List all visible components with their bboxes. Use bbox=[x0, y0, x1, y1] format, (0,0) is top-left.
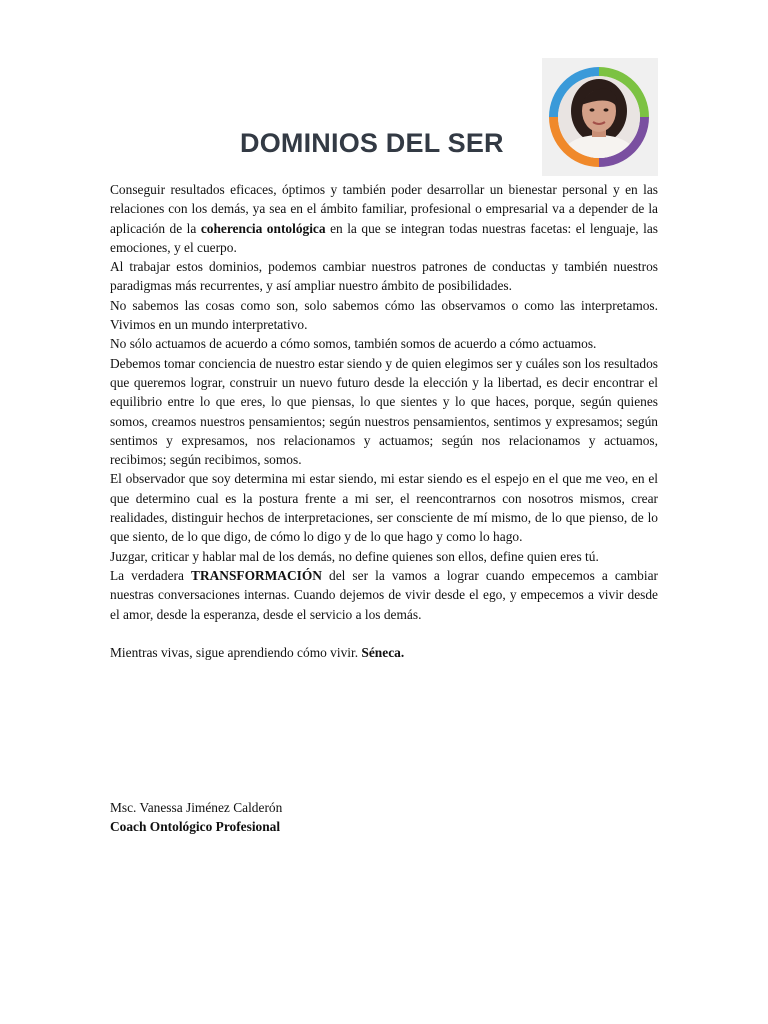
paragraph-1-bold: coherencia ontológica bbox=[200, 220, 326, 236]
paragraph-3: No sabemos las cosas como son, solo sabemos cómo las observamos o como las interpretamos. Vivimos en un mundo interpretativo. bbox=[110, 297, 658, 333]
quote-text: Mientras vivas, sigue aprendiendo cómo vivir. bbox=[110, 644, 362, 660]
paragraph-5: Debemos tomar conciencia de nuestro estar siendo y de quien elegimos ser y cuáles son los resultados que queremos lograr, construir un nuevo futuro desde la elección y la libertad, es decir encontrar el equilibrio entre lo que eres, lo que piensas, lo que sientes y lo que haces, porque, según quienes somos, creamos nuestros pensamientos; según nuestros pensamientos, sentimos y expresamos; según sentimos y expresamos, nos relacionamos y actuamos; según nos relacionamos y actuamos, recibimos; según recibimos, somos. bbox=[110, 355, 658, 468]
paragraph-1 bbox=[110, 180, 658, 257]
paragraph-8-text: La verdadera bbox=[110, 567, 192, 583]
paragraph-2: Al trabajar estos dominios, podemos cambiar nuestros patrones de conductas y también nuestros paradigmas más recurrentes, y así ampliar nuestro ámbito de posibilidades. bbox=[110, 259, 658, 294]
paragraph-8-text-end: del ser la vamos a lograr cuando empecemos a cambiar nuestras conversaciones internas. Cuando dejemos de vivir desde el ego, y empecemos a vivir desde el amor, desde la esperanza, desde el servicio a los demás. bbox=[110, 567, 658, 622]
author-photo bbox=[542, 58, 658, 176]
signature-role: Coach Ontológico Profesional bbox=[110, 819, 281, 834]
page-title: DOMINIOS DEL SER bbox=[240, 128, 504, 158]
signature-name: Msc. Vanessa Jiménez Calderón bbox=[110, 800, 283, 815]
paragraph-4: No sólo actuamos de acuerdo a cómo somos, también somos de acuerdo a cómo actuamos. bbox=[110, 336, 597, 352]
paragraph-6: El observador que soy determina mi estar siendo, mi estar siendo es el espejo en el que me veo, en el que determino cual es la postura frente a mi ser, el reencontrarnos con nosotros mismos, crear realidades, distinguir hechos de interpretaciones, ser consciente de mí mismo, de lo que pienso, de lo que siento, de lo que digo, de cómo lo digo y de lo que hago y como lo hago. bbox=[110, 471, 658, 545]
document-body bbox=[110, 180, 658, 662]
paragraph-1-text: Conseguir resultados eficaces, óptimos y también poder desarrollar un bienestar personal y en las relaciones con los demás, ya sea en el ámbito familiar, profesional o empresarial va a depender de la aplicación de la bbox=[110, 182, 658, 236]
paragraph-8-bold: TRANSFORMACIÓN bbox=[191, 567, 322, 583]
paragraph-1-text-end: en la que se integran todas nuestras facetas: el lenguaje, las emociones, y el cuerpo. bbox=[110, 220, 658, 255]
paragraph-7: Juzgar, criticar y hablar mal de los demás, no define quienes son ellos, define quien eres tú. bbox=[110, 548, 599, 564]
quote-author: Séneca. bbox=[361, 644, 405, 660]
paragraph-8 bbox=[110, 566, 658, 624]
quote bbox=[110, 643, 658, 662]
